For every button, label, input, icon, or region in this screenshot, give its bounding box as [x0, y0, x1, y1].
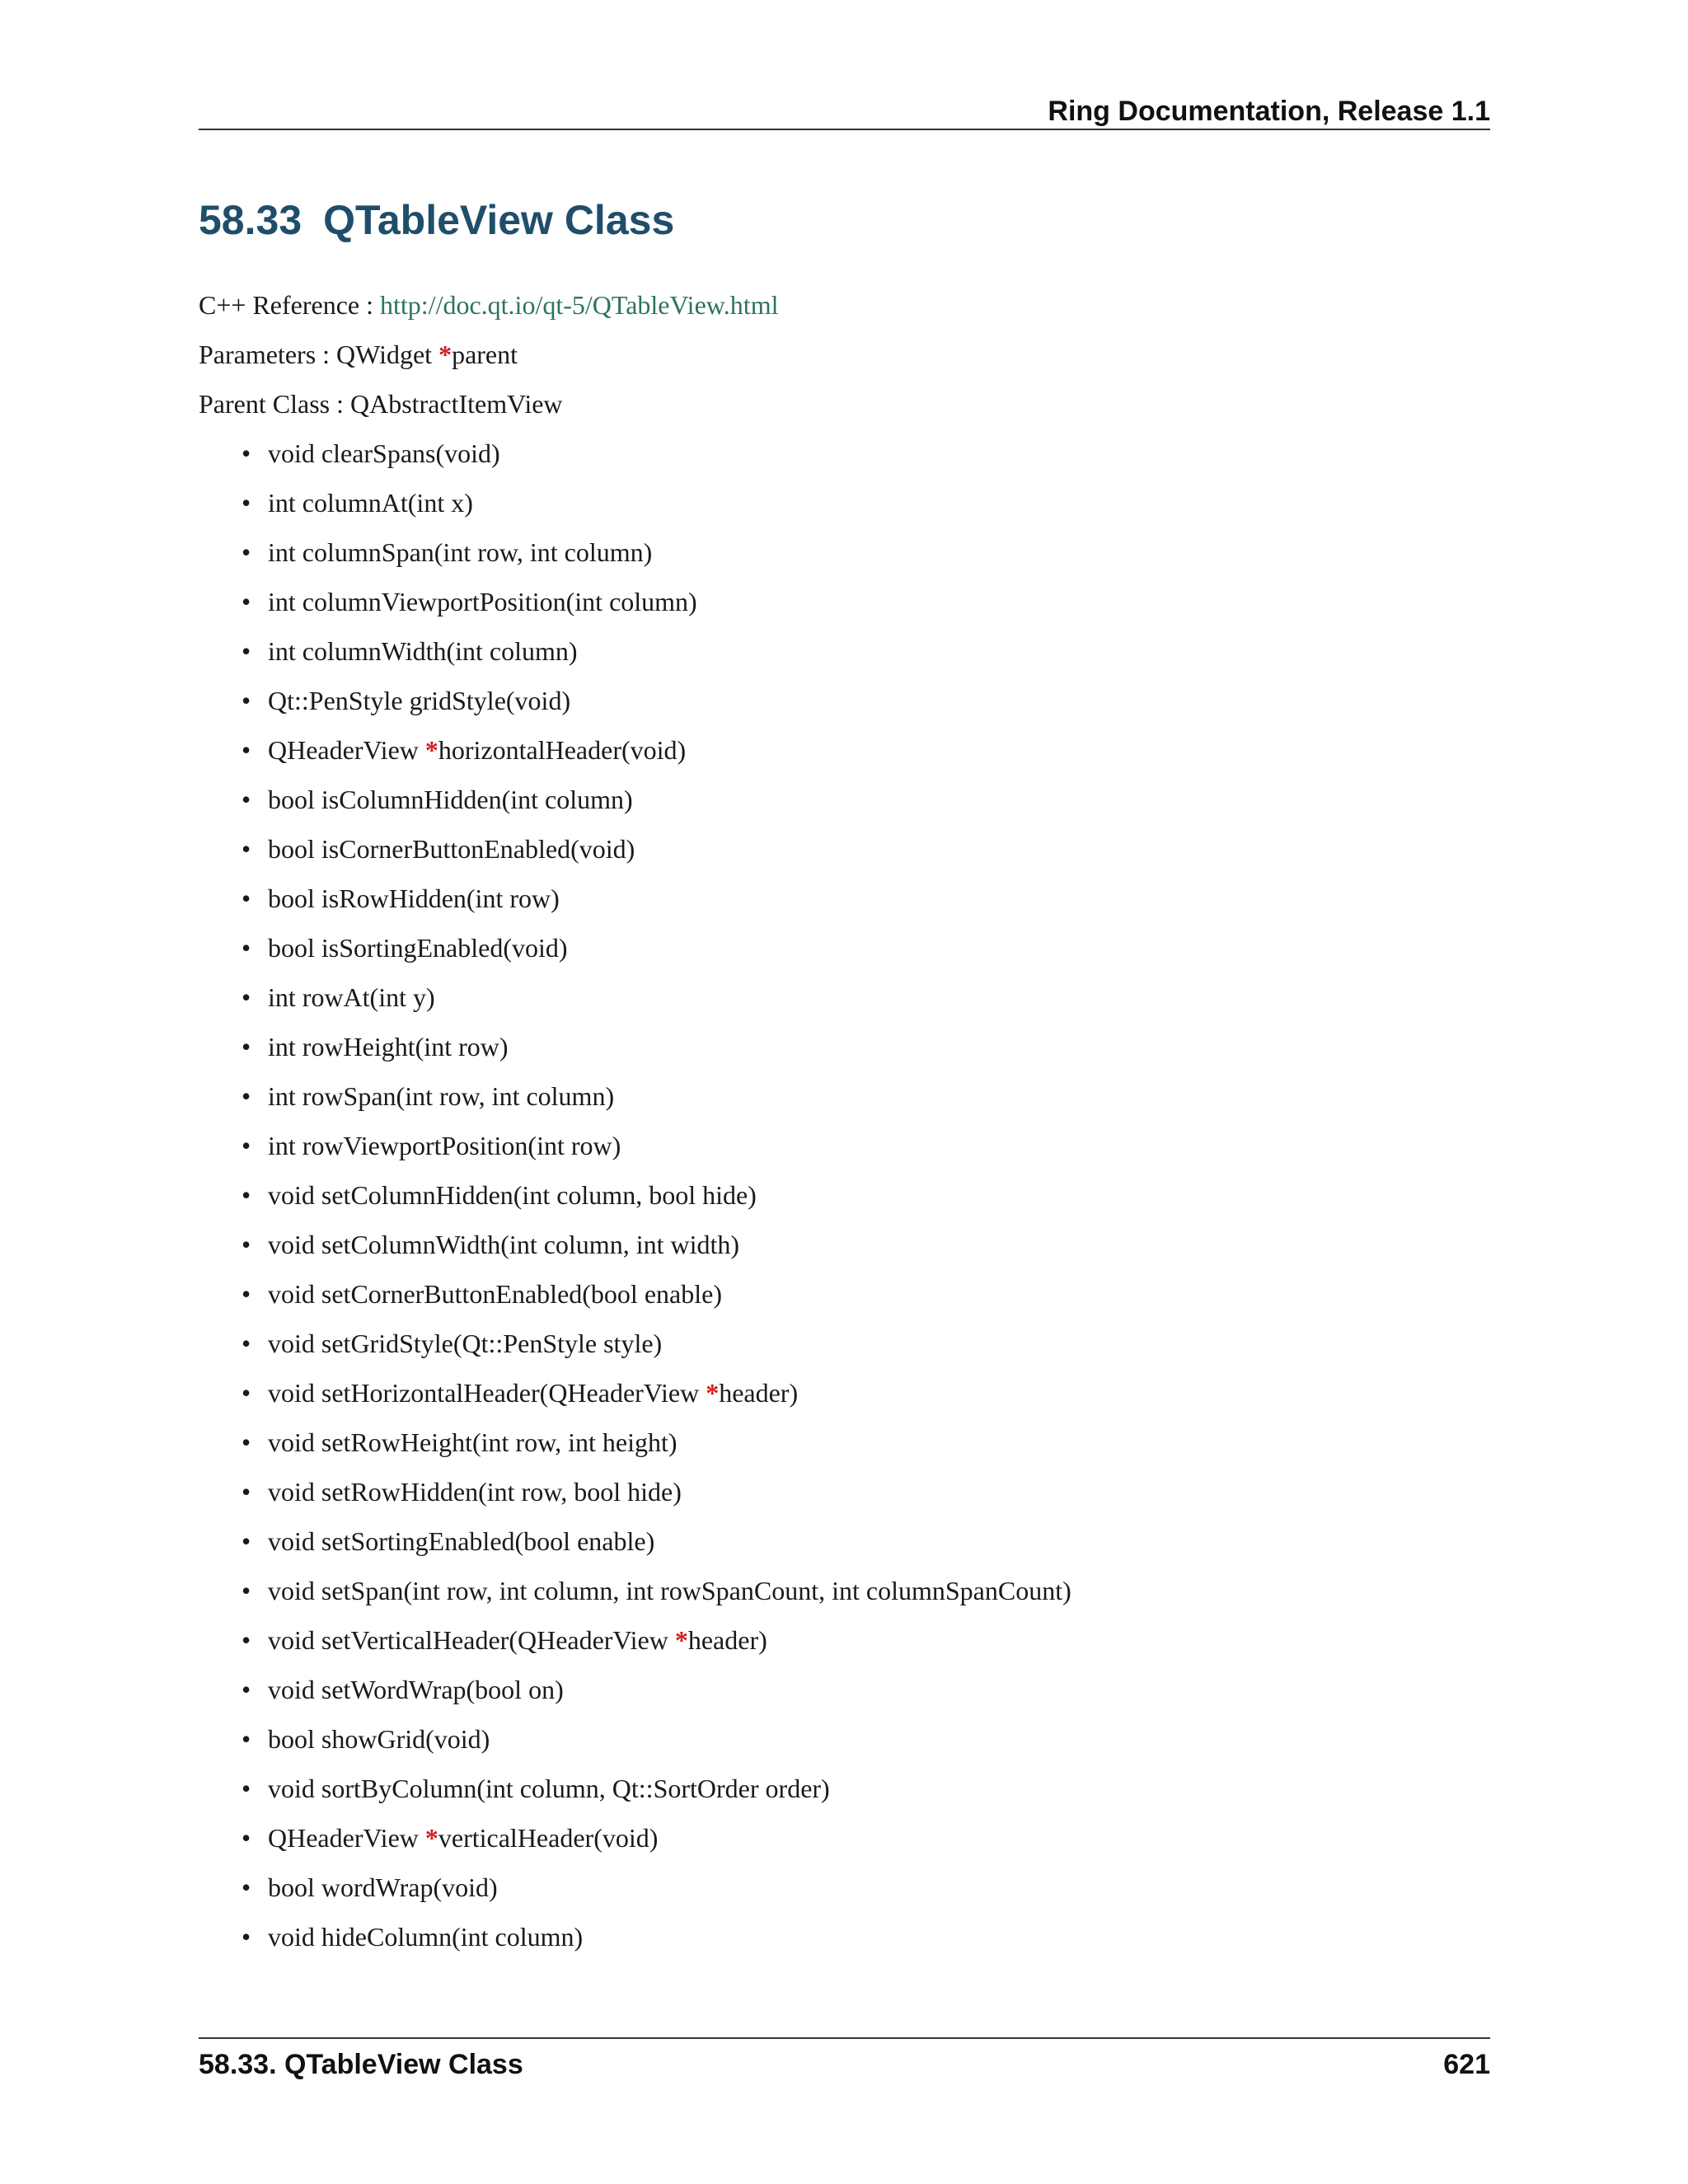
method-item: [199, 1471, 1490, 1521]
bullet-icon: •: [241, 735, 251, 765]
section-title: [199, 191, 674, 249]
method-item: [199, 482, 1490, 532]
parent-class-line: [199, 383, 1490, 433]
bullet-icon: •: [241, 1131, 251, 1160]
bullet-icon: •: [241, 1230, 251, 1259]
method-signature: void setVerticalHeader(QHeaderView: [268, 1625, 675, 1655]
parent-class-value: QAbstractItemView: [349, 389, 563, 419]
method-item: [199, 1026, 1490, 1076]
method-item: [199, 1273, 1490, 1323]
method-signature: void setRowHidden(int row, bool hide): [268, 1477, 682, 1507]
bullet-icon: •: [241, 1526, 251, 1556]
method-item: [199, 927, 1490, 977]
method-signature: void setCornerButtonEnabled(bool enable): [268, 1279, 722, 1309]
method-signature: void setRowHeight(int row, int height): [268, 1427, 678, 1457]
method-item: [199, 878, 1490, 927]
bullet-icon: •: [241, 933, 251, 963]
method-item: [199, 581, 1490, 630]
method-signature: int columnViewportPosition(int column): [268, 587, 697, 616]
method-signature: QHeaderView: [268, 1823, 425, 1853]
bullet-icon: •: [241, 537, 251, 567]
method-signature-rest: header): [687, 1625, 767, 1655]
pointer-star: *: [438, 340, 452, 369]
method-signature: bool showGrid(void): [268, 1724, 490, 1754]
method-item: [199, 977, 1490, 1026]
method-signature: int columnSpan(int row, int column): [268, 537, 653, 567]
method-item: [199, 1768, 1490, 1817]
bullet-icon: •: [241, 1724, 251, 1754]
method-item: [199, 1619, 1490, 1669]
method-signature: void clearSpans(void): [268, 438, 500, 468]
method-signature: void setGridStyle(Qt::PenStyle style): [268, 1329, 663, 1358]
method-signature: void setColumnWidth(int column, int width): [268, 1230, 740, 1259]
page-content: [199, 284, 1490, 1966]
method-signature: bool isCornerButtonEnabled(void): [268, 834, 635, 864]
parameters-type: QWidget: [336, 340, 439, 369]
bullet-icon: •: [241, 1477, 251, 1507]
method-item: [199, 1076, 1490, 1125]
method-signature: void setSpan(int row, int column, int rowSpanCount, int columnSpanCount): [268, 1576, 1071, 1605]
bullet-icon: •: [241, 1625, 251, 1655]
method-signature: void hideColumn(int column): [268, 1922, 584, 1952]
section-title-text: QTableView Class: [323, 197, 675, 243]
method-item: [199, 729, 1490, 779]
method-signature: bool isRowHidden(int row): [268, 883, 560, 913]
method-signature: bool isSortingEnabled(void): [268, 933, 568, 963]
parameters-name: parent: [452, 340, 518, 369]
method-item: [199, 828, 1490, 878]
bullet-icon: •: [241, 636, 251, 666]
method-list: [199, 433, 1490, 1966]
method-signature: Qt::PenStyle gridStyle(void): [268, 686, 571, 715]
method-signature-rest: verticalHeader(void): [438, 1823, 659, 1853]
bullet-icon: •: [241, 1427, 251, 1457]
method-item: [199, 779, 1490, 828]
method-item: [199, 1323, 1490, 1372]
pointer-star: *: [706, 1378, 720, 1408]
bullet-icon: •: [241, 587, 251, 616]
page-footer: [199, 2037, 1490, 2083]
bullet-icon: •: [241, 1378, 251, 1408]
method-item: [199, 1817, 1490, 1867]
pointer-star: *: [424, 1823, 438, 1853]
bullet-icon: •: [241, 1032, 251, 1062]
method-item: [199, 1570, 1490, 1619]
method-item: [199, 630, 1490, 680]
method-item: [199, 1125, 1490, 1174]
method-item: [199, 1174, 1490, 1224]
method-item: [199, 1718, 1490, 1768]
method-signature: QHeaderView: [268, 735, 425, 765]
running-header: Ring Documentation, Release 1.1: [199, 92, 1490, 130]
bullet-icon: •: [241, 1823, 251, 1853]
method-signature: int columnWidth(int column): [268, 636, 578, 666]
method-item: [199, 1422, 1490, 1471]
pointer-star: *: [424, 735, 438, 765]
method-item: [199, 1867, 1490, 1916]
bullet-icon: •: [241, 438, 251, 468]
bullet-icon: •: [241, 785, 251, 814]
method-signature: int rowViewportPosition(int row): [268, 1131, 621, 1160]
method-signature: void setSortingEnabled(bool enable): [268, 1526, 655, 1556]
bullet-icon: •: [241, 883, 251, 913]
bullet-icon: •: [241, 488, 251, 518]
bullet-icon: •: [241, 1329, 251, 1358]
method-signature: int rowHeight(int row): [268, 1032, 509, 1062]
bullet-icon: •: [241, 1675, 251, 1704]
method-signature: void sortByColumn(int column, Qt::SortOrder order): [268, 1774, 830, 1803]
method-signature: int columnAt(int x): [268, 488, 473, 518]
method-signature: bool isColumnHidden(int column): [268, 785, 633, 814]
method-item: [199, 680, 1490, 729]
bullet-icon: •: [241, 1774, 251, 1803]
page-number: 621: [1443, 2049, 1490, 2080]
bullet-icon: •: [241, 1279, 251, 1309]
cpp-reference-line: [199, 284, 1490, 334]
bullet-icon: •: [241, 1576, 251, 1605]
bullet-icon: •: [241, 982, 251, 1012]
bullet-icon: •: [241, 834, 251, 864]
method-item: [199, 1224, 1490, 1273]
cpp-reference-label: C++ Reference :: [199, 290, 380, 320]
method-signature: void setWordWrap(bool on): [268, 1675, 564, 1704]
method-item: [199, 532, 1490, 581]
bullet-icon: •: [241, 686, 251, 715]
bullet-icon: •: [241, 1180, 251, 1210]
method-item: [199, 433, 1490, 482]
method-item: [199, 1669, 1490, 1718]
method-signature: void setHorizontalHeader(QHeaderView: [268, 1378, 706, 1408]
bullet-icon: •: [241, 1922, 251, 1952]
parameters-label: Parameters :: [199, 340, 337, 369]
method-signature-rest: horizontalHeader(void): [438, 735, 687, 765]
pointer-star: *: [674, 1625, 688, 1655]
method-signature: int rowAt(int y): [268, 982, 435, 1012]
parent-class-label: Parent Class :: [199, 389, 350, 419]
method-signature: int rowSpan(int row, int column): [268, 1081, 615, 1111]
method-signature: void setColumnHidden(int column, bool hide): [268, 1180, 757, 1210]
section-number: 58.33: [199, 197, 302, 243]
method-item: [199, 1521, 1490, 1570]
parameters-line: [199, 334, 1490, 383]
bullet-icon: •: [241, 1872, 251, 1902]
footer-section-ref: 58.33. QTableView Class: [199, 2049, 523, 2080]
cpp-reference-link[interactable]: http://doc.qt.io/qt-5/QTableView.html: [380, 290, 779, 320]
method-signature: bool wordWrap(void): [268, 1872, 498, 1902]
bullet-icon: •: [241, 1081, 251, 1111]
method-item: [199, 1916, 1490, 1966]
method-item: [199, 1372, 1490, 1422]
method-signature-rest: header): [719, 1378, 799, 1408]
